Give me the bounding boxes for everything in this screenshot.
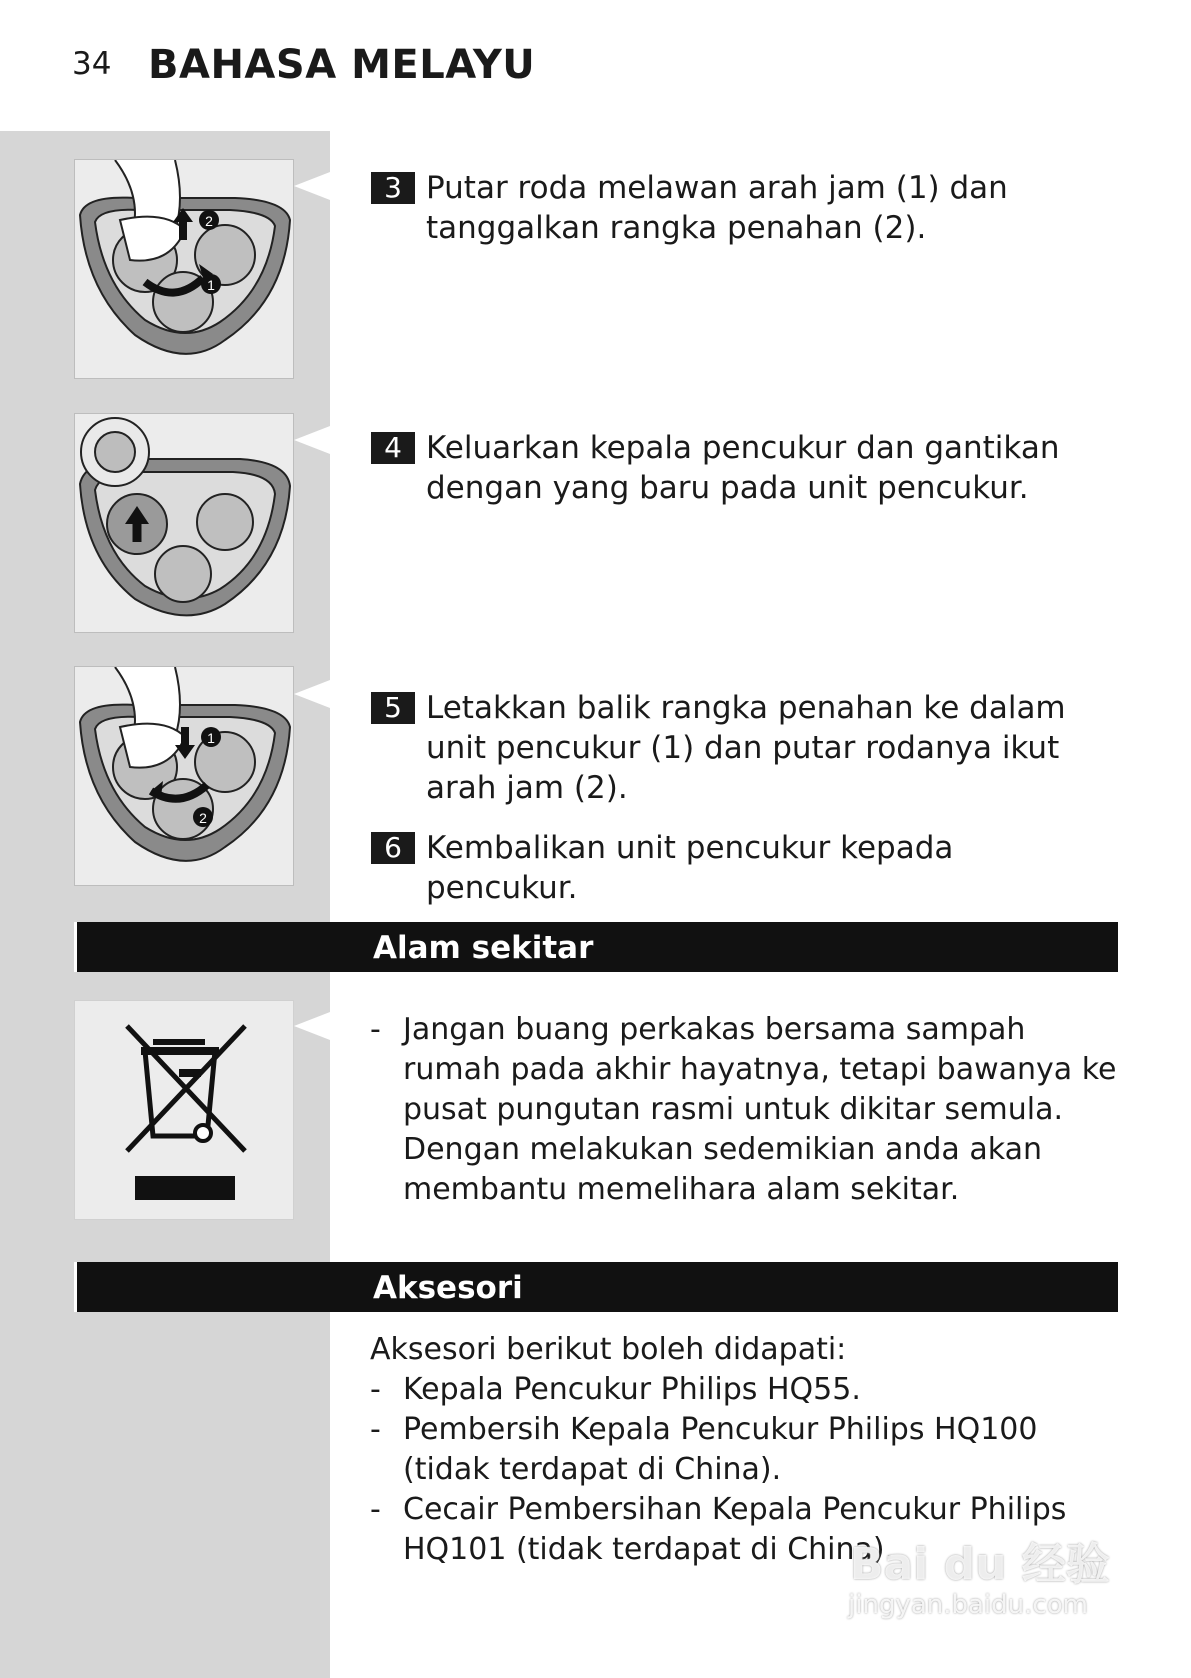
step-text: Keluarkan kepala pencukur dan gantikan dengan yang baru pada unit pencukur. — [426, 430, 1060, 506]
page-heading: BAHASA MELAYU — [148, 42, 536, 88]
watermark-brand: Bai du 经验 — [850, 1539, 1110, 1590]
step-number-badge: 3 — [371, 172, 415, 204]
svg-text:2: 2 — [205, 213, 213, 229]
step-number-badge: 6 — [371, 832, 415, 864]
list-dash: - — [370, 1492, 381, 1527]
figure-step-5 — [74, 666, 294, 886]
crossed-out-wheelie-bin-icon — [75, 1001, 294, 1220]
step-number-badge: 4 — [371, 432, 415, 464]
svg-text:2: 2 — [199, 810, 207, 826]
figure-pointer — [294, 680, 330, 708]
figure-pointer — [294, 1012, 330, 1040]
accessory-text: Cecair Pembersihan Kepala Pencukur Philips HQ101 (tidak terdapat di China). — [403, 1492, 1067, 1567]
page-number: 34 — [72, 46, 112, 82]
figure-pointer — [294, 426, 330, 454]
shaver-head-lock-illustration — [75, 667, 294, 886]
svg-text:1: 1 — [207, 277, 215, 293]
shaver-head-unlock-illustration — [75, 160, 294, 379]
watermark-url: jingyan.baidu.com — [848, 1590, 1088, 1620]
section-title: Aksesori — [373, 1270, 523, 1306]
figure-step-4 — [74, 413, 294, 633]
environment-text: Jangan buang perkakas bersama sampah rumah pada akhir hayatnya, tetapi bawanya ke pusat pungutan rasmi untuk dikitar semula. Dengan melakukan sedemikian anda akan membantu memelihara alam sekitar. — [403, 1012, 1117, 1207]
section-title: Alam sekitar — [373, 930, 594, 966]
accessories-intro: Aksesori berikut boleh didapati: — [370, 1332, 847, 1367]
step-text: Putar roda melawan arah jam (1) dan tanggalkan rangka penahan (2). — [426, 170, 1008, 246]
accessory-text: Kepala Pencukur Philips HQ55. — [403, 1372, 861, 1407]
svg-text:1: 1 — [207, 730, 215, 746]
section-header-environment — [74, 922, 1118, 972]
step-text: Letakkan balik rangka penahan ke dalam unit pencukur (1) dan putar rodanya ikut arah jam (2). — [426, 690, 1066, 806]
list-dash: - — [370, 1412, 381, 1447]
section-header-accessories — [74, 1262, 1118, 1312]
figure-step-3 — [74, 159, 294, 379]
accessory-text: Pembersih Kepala Pencukur Philips HQ100 (tidak terdapat di China). — [403, 1412, 1038, 1487]
figure-weee — [74, 1000, 294, 1220]
step-number-badge: 5 — [371, 692, 415, 724]
list-dash: - — [370, 1372, 381, 1407]
shaver-head-replace-illustration — [75, 414, 294, 633]
list-dash: - — [370, 1012, 381, 1047]
step-text: Kembalikan unit pencukur kepada pencukur. — [426, 830, 954, 906]
figure-pointer — [294, 172, 330, 200]
